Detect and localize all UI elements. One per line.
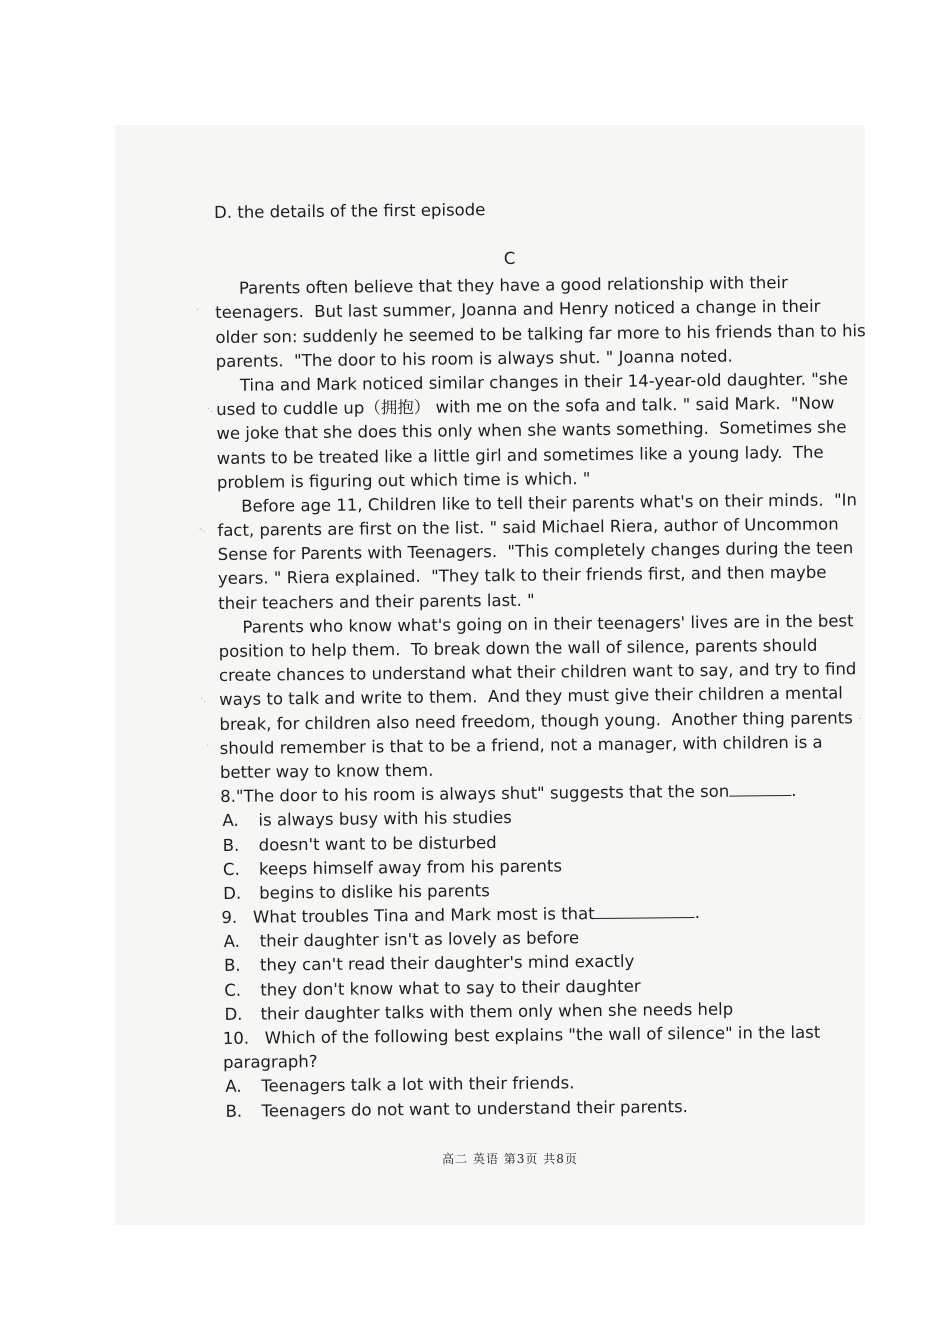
option-text: Teenagers do not want to understand their parents. <box>261 1096 688 1121</box>
passage-line: parents. "The door to his room is always shut. " Joanna noted. <box>215 346 733 371</box>
passage-line: Sense for Parents with Teenagers. "This completely changes during the teen <box>217 538 854 565</box>
passage-line: Parents who know what's going on in their teenagers' lives are in the best <box>242 611 854 637</box>
passage-line: teenagers. But last summer, Joanna and Henry noticed a change in their <box>215 297 821 323</box>
option-letter: D. <box>224 1004 243 1024</box>
passage-line: problem is figuring out which time is which. " <box>216 468 591 492</box>
option-text: their daughter isn't as lovely as before <box>259 928 580 951</box>
scan-speck: ·. <box>207 404 214 415</box>
question-stem-text: 8."The door to his room is always shut" suggests that the son <box>220 781 730 807</box>
option-text: their daughter talks with them only when she needs help <box>260 999 734 1024</box>
passage-line: used to cuddle up（拥抱） with me on the sofa and talk. " said Mark. "Now <box>216 393 835 420</box>
option-letter: B. <box>222 835 240 855</box>
passage-paragraph-1 <box>215 271 866 374</box>
passage-line: position to help them. To break down the wall of silence, parents should <box>218 635 818 661</box>
question-stem-text: 9. What troubles Tina and Mark most is that <box>221 904 595 928</box>
option-text: begins to dislike his parents <box>259 881 490 903</box>
option-text: they can't read their daughter's mind exactly <box>259 952 635 975</box>
passage-line: fact, parents are first on the list. " said Michael Riera, author of Uncommon <box>217 514 839 541</box>
section-heading: C <box>503 249 516 269</box>
scan-speck: · <box>206 741 210 752</box>
question-9 <box>221 899 852 1027</box>
scan-speck: -. <box>199 524 206 535</box>
option-letter: C. <box>222 859 240 879</box>
passage-line: Tina and Mark noticed similar changes in their 14-year-old daughter. "she <box>239 369 849 395</box>
option-letter: B. <box>225 1101 243 1121</box>
scan-speck: ·. <box>200 694 207 705</box>
passage-line: better way to know them. <box>219 760 434 782</box>
passage-line: create chances to understand what their children want to say, and try to find <box>218 659 857 686</box>
question-stem-end: . <box>791 781 797 801</box>
passage-line: should remember is that to be a friend, not a manager, with children is a <box>219 732 823 758</box>
passage-paragraph-3 <box>217 488 858 616</box>
question-8 <box>220 778 851 906</box>
option-letter: C. <box>224 980 242 1000</box>
passage-line: ways to talk and write to them. And they must give their children a mental <box>219 683 843 710</box>
passage-paragraph-4 <box>218 609 857 785</box>
question-stem: paragraph? <box>222 1052 318 1073</box>
scan-speck: · <box>196 305 200 316</box>
option-letter: A. <box>225 1077 242 1097</box>
question-10 <box>223 1020 854 1123</box>
question-stem-end: . <box>694 903 700 923</box>
option-text: is always busy with his studies <box>258 808 512 830</box>
passage-line: we joke that she does this only when she wants something. Sometimes she <box>216 417 847 444</box>
question-stem: 10. Which of the following best explains "the wall of silence" in the last <box>222 1022 821 1048</box>
passage-paragraph-2 <box>216 367 847 495</box>
answer-blank <box>729 779 791 797</box>
option-letter: B. <box>223 956 241 976</box>
page-footer: 高二 英语 第3页 共8页 <box>442 1152 578 1166</box>
passage-line: years. " Riera explained. "They talk to their friends first, and then maybe <box>217 563 827 589</box>
option-letter: A. <box>222 811 239 831</box>
passage-line: Parents often believe that they have a good relationship with their <box>238 273 788 298</box>
passage-line: their teachers and their parents last. " <box>218 590 535 613</box>
option-text: keeps himself away from his parents <box>258 856 563 879</box>
top-option: D. the details of the first episode <box>214 200 486 222</box>
passage-line: wants to be treated like a little girl and sometimes like a young lady. The <box>216 442 824 468</box>
passage-line: Before age 11, Children like to tell their parents what's on their minds. "In <box>241 490 858 516</box>
scan-speck: · <box>858 714 862 725</box>
exam-page-content <box>214 194 866 1123</box>
passage-line: older son: suddenly he seemed to be talking far more to his friends than to his <box>215 320 866 347</box>
option-text: Teenagers talk a lot with their friends. <box>261 1073 575 1096</box>
passage-line: break, for children also need freedom, though young. Another thing parents <box>219 707 853 734</box>
option-text: doesn't want to be disturbed <box>258 832 497 855</box>
answer-blank <box>595 901 695 919</box>
option-letter: A. <box>223 932 241 952</box>
option-text: they don't know what to say to their daughter <box>260 976 641 1000</box>
option-letter: D. <box>223 883 242 903</box>
